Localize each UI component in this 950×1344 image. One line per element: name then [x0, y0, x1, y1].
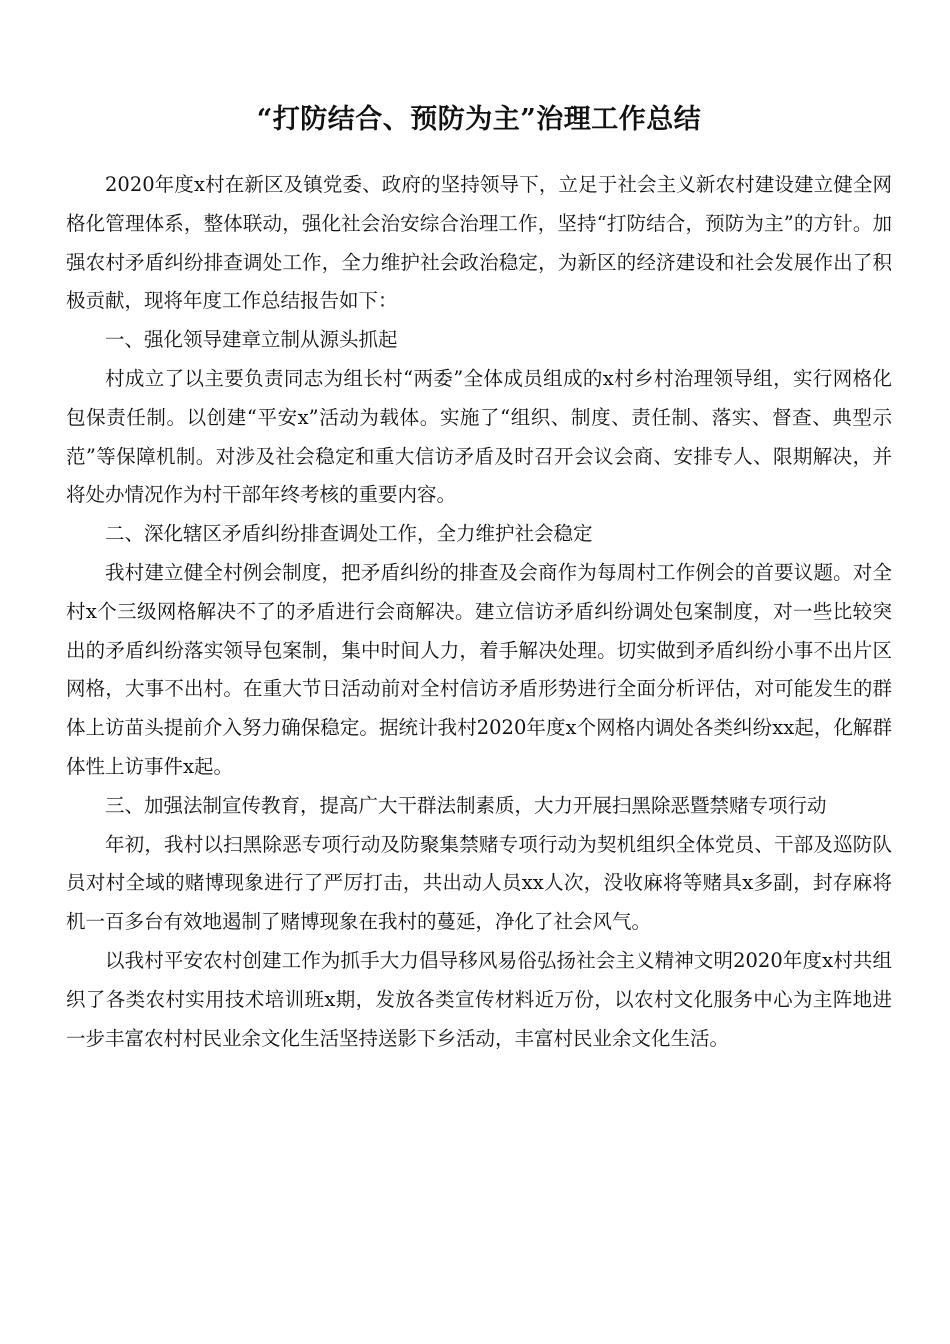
document-title: “打防结合、预防为主”治理工作总结: [256, 104, 702, 135]
section-heading-2: 二、深化辖区矛盾纠纷排查调处工作，全力维护社会稳定: [105, 522, 593, 546]
section-3-paragraph-1: 年初，我村以扫黑除恶专项行动及防聚集禁赌专项行动为契机组织全体党员、干部及巡防队员对村全域的赌博现象进行了严厉打击，共出动人员xx人次，没收麻将等赌具x多副，封存麻将机一百多台有效地遏制了赌博现象在我村的蔓延，净化了社会风气。: [66, 832, 892, 934]
document-body: [66, 166, 892, 1058]
section-2-paragraph: 我村建立健全村例会制度，把矛盾纠纷的排查及会商作为每周村工作例会的首要议题。对全村x个三级网格解决不了的矛盾进行会商解决。建立信访矛盾纠纷调处包案制度，对一些比较突出的矛盾纠纷落实领导包案制，集中时间人力，着手解决处理。切实做到矛盾纠纷小事不出片区网格，大事不出村。在重大节日活动前对全村信访矛盾形势进行全面分析评估，对可能发生的群体上访苗头提前介入努力确保稳定。据统计我村2020年度x个网格内调处各类纠纷xx起，化解群体性上访事件x起。: [66, 560, 892, 778]
section-heading-1: 一、强化领导建章立制从源头抓起: [105, 328, 398, 352]
section-heading-3: 三、加强法制宣传教育，提高广大干群法制素质，大力开展扫黑除恶暨禁赌专项行动: [105, 793, 827, 817]
intro-paragraph: 2020年度x村在新区及镇党委、政府的坚持领导下，立足于社会主义新农村建设建立健全网格化管理体系，整体联动，强化社会治安综合治理工作，坚持“打防结合，预防为主”的方针。加强农村矛盾纠纷排查调处工作，全力维护社会政治稳定，为新区的经济建设和社会发展作出了积极贡献，现将年度工作总结报告如下：: [66, 173, 892, 313]
section-3-paragraph-2: 以我村平安农村创建工作为抓手大力倡导移风易俗弘扬社会主义精神文明2020年度x村共组织了各类农村实用技术培训班x期，发放各类宣传材料近万份，以农村文化服务中心为主阵地进一步丰富农村村民业余文化生活坚持送影下乡活动，丰富村民业余文化生活。: [66, 948, 892, 1050]
section-1-paragraph: 村成立了以主要负责同志为组长村“两委”全体成员组成的x村乡村治理领导组，实行网格化包保责任制。以创建“平安x”活动为载体。实施了“组织、制度、责任制、落实、督查、典型示范”等保障机制。对涉及社会稳定和重大信访矛盾及时召开会议会商、安排专人、限期解决，并将处办情况作为村干部年终考核的重要内容。: [66, 366, 892, 507]
